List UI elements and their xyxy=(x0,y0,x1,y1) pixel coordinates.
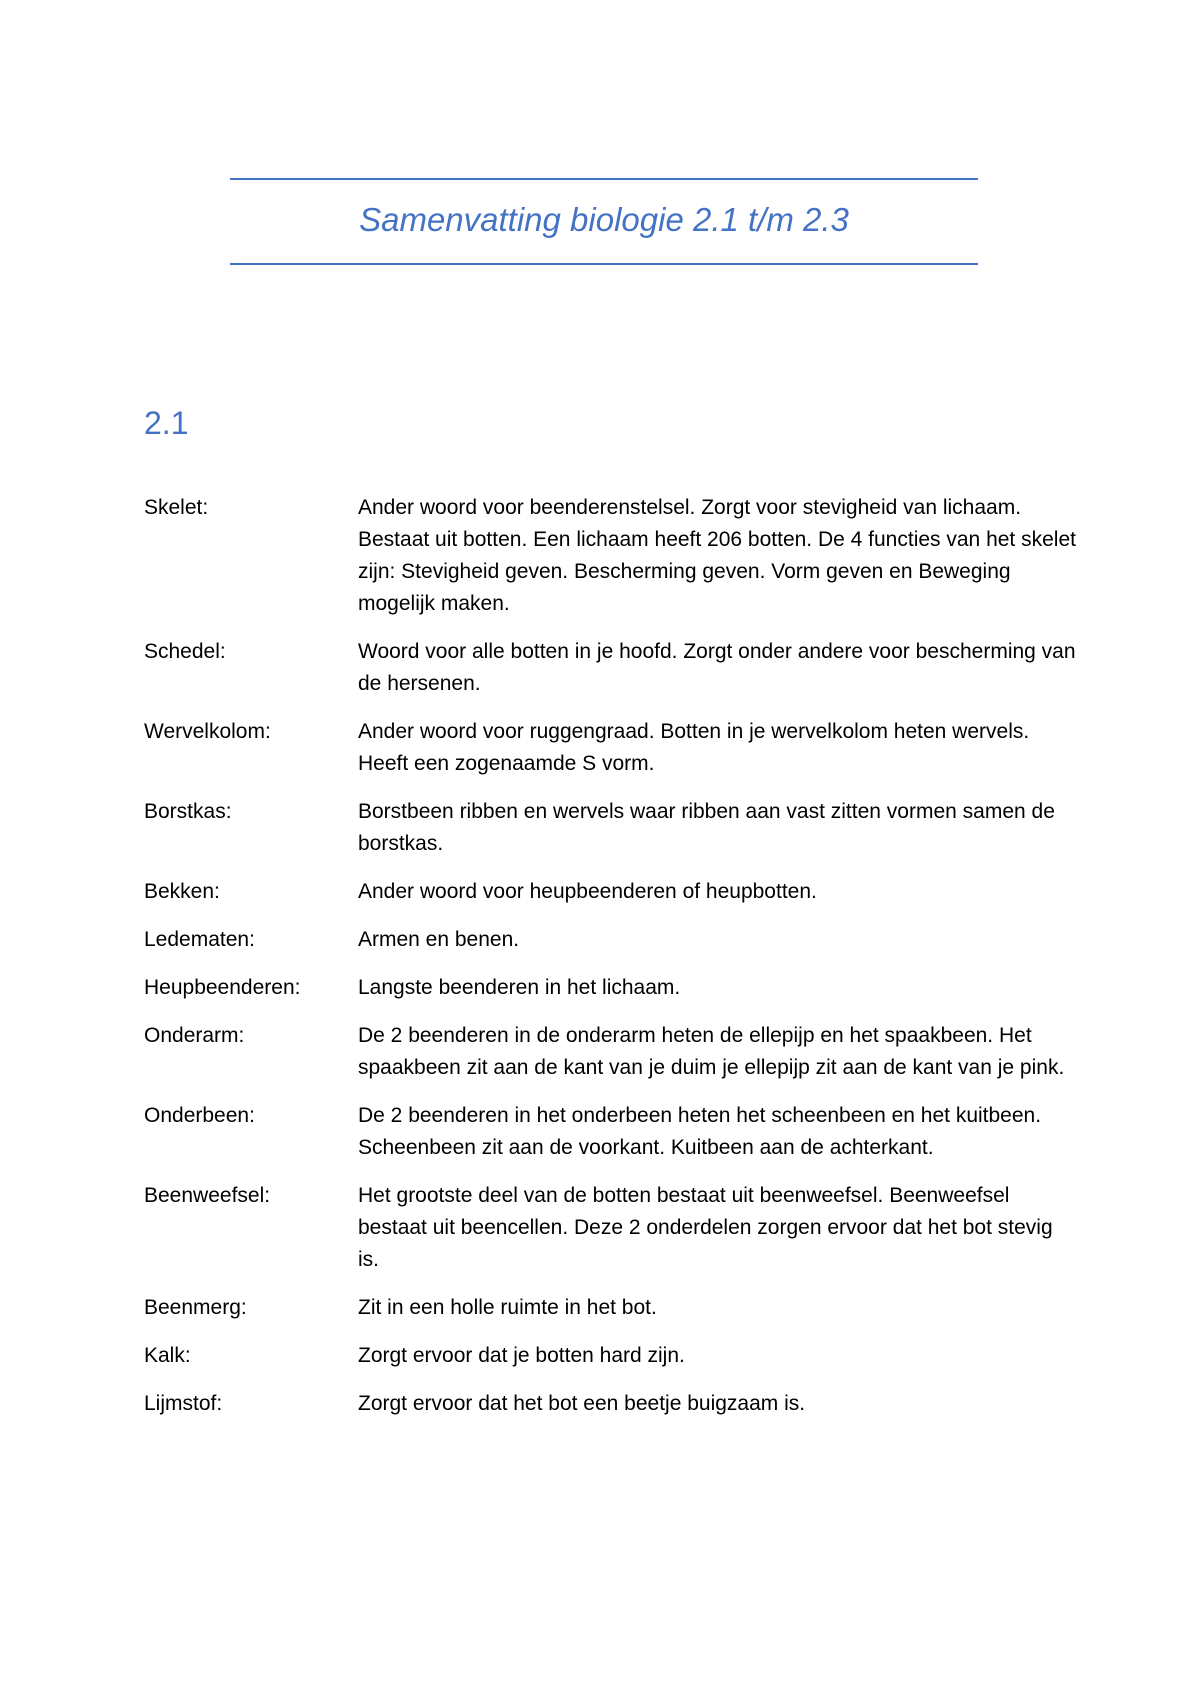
definition: Ander woord voor heupbeenderen of heupbotten. xyxy=(358,880,817,903)
term: Lijmstof: xyxy=(144,1392,223,1415)
term: Beenweefsel: xyxy=(144,1184,271,1207)
term: Skelet: xyxy=(144,496,209,519)
definition-entry xyxy=(144,1100,1080,1164)
definition-entry xyxy=(144,796,1080,860)
section-heading: 2.1 xyxy=(144,405,189,441)
definition-entry xyxy=(144,1340,1080,1372)
definition-entry xyxy=(144,1180,1080,1276)
definition-list xyxy=(144,492,1080,1436)
term: Kalk: xyxy=(144,1344,191,1367)
definition-entry xyxy=(144,492,1080,620)
definition-entry xyxy=(144,1388,1080,1420)
term: Wervelkolom: xyxy=(144,720,271,743)
term: Borstkas: xyxy=(144,800,232,823)
term: Ledematen: xyxy=(144,928,255,951)
definition: Zorgt ervoor dat het bot een beetje buigzaam is. xyxy=(358,1392,806,1415)
term: Onderarm: xyxy=(144,1024,245,1047)
title-block xyxy=(230,178,978,266)
term: Heupbeenderen: xyxy=(144,976,301,999)
definition: Zorgt ervoor dat je botten hard zijn. xyxy=(358,1344,685,1367)
definition: De 2 beenderen in het onderbeen heten het scheenbeen en het kuitbeen. Scheenbeen zit aan de voorkant. Kuitbeen aan de achterkant. xyxy=(358,1104,1042,1159)
title-top-rule xyxy=(230,178,978,180)
definition: Ander woord voor ruggengraad. Botten in je wervelkolom heten wervels. Heeft een zogenaamde S vorm. xyxy=(358,720,1030,775)
definition: Zit in een holle ruimte in het bot. xyxy=(358,1296,657,1319)
definition-entry xyxy=(144,924,1080,956)
definition: Langste beenderen in het lichaam. xyxy=(358,976,681,999)
term: Bekken: xyxy=(144,880,220,903)
title-bottom-rule xyxy=(230,263,978,265)
definition-entry xyxy=(144,716,1080,780)
definition-entry xyxy=(144,1292,1080,1324)
definition: Borstbeen ribben en wervels waar ribben aan vast zitten vormen samen de borstkas. xyxy=(358,800,1055,855)
definition: De 2 beenderen in de onderarm heten de ellepijp en het spaakbeen. Het spaakbeen zit aan de kant van je duim je ellepijp zit aan de kant van je pink. xyxy=(358,1024,1065,1079)
term: Onderbeen: xyxy=(144,1104,255,1127)
definition: Woord voor alle botten in je hoofd. Zorgt onder andere voor bescherming van de hersenen. xyxy=(358,640,1076,695)
definition-entry xyxy=(144,876,1080,908)
document-title: Samenvatting biologie 2.1 t/m 2.3 xyxy=(359,201,849,238)
definition-entry xyxy=(144,1020,1080,1084)
term: Beenmerg: xyxy=(144,1296,247,1319)
definition-entry xyxy=(144,636,1080,700)
definition: Het grootste deel van de botten bestaat uit beenweefsel. Beenweefsel bestaat uit beencellen. Deze 2 onderdelen zorgen ervoor dat het bot stevig is. xyxy=(358,1184,1053,1271)
definition-entry xyxy=(144,972,1080,1004)
definition: Ander woord voor beenderenstelsel. Zorgt voor stevigheid van lichaam. Bestaat uit botten. Een lichaam heeft 206 botten. De 4 functies van het skelet zijn: Stevigheid geven. Bescherming geven. Vorm geven en Beweging mogelijk maken. xyxy=(358,496,1076,615)
term: Schedel: xyxy=(144,640,226,663)
definition: Armen en benen. xyxy=(358,928,520,951)
